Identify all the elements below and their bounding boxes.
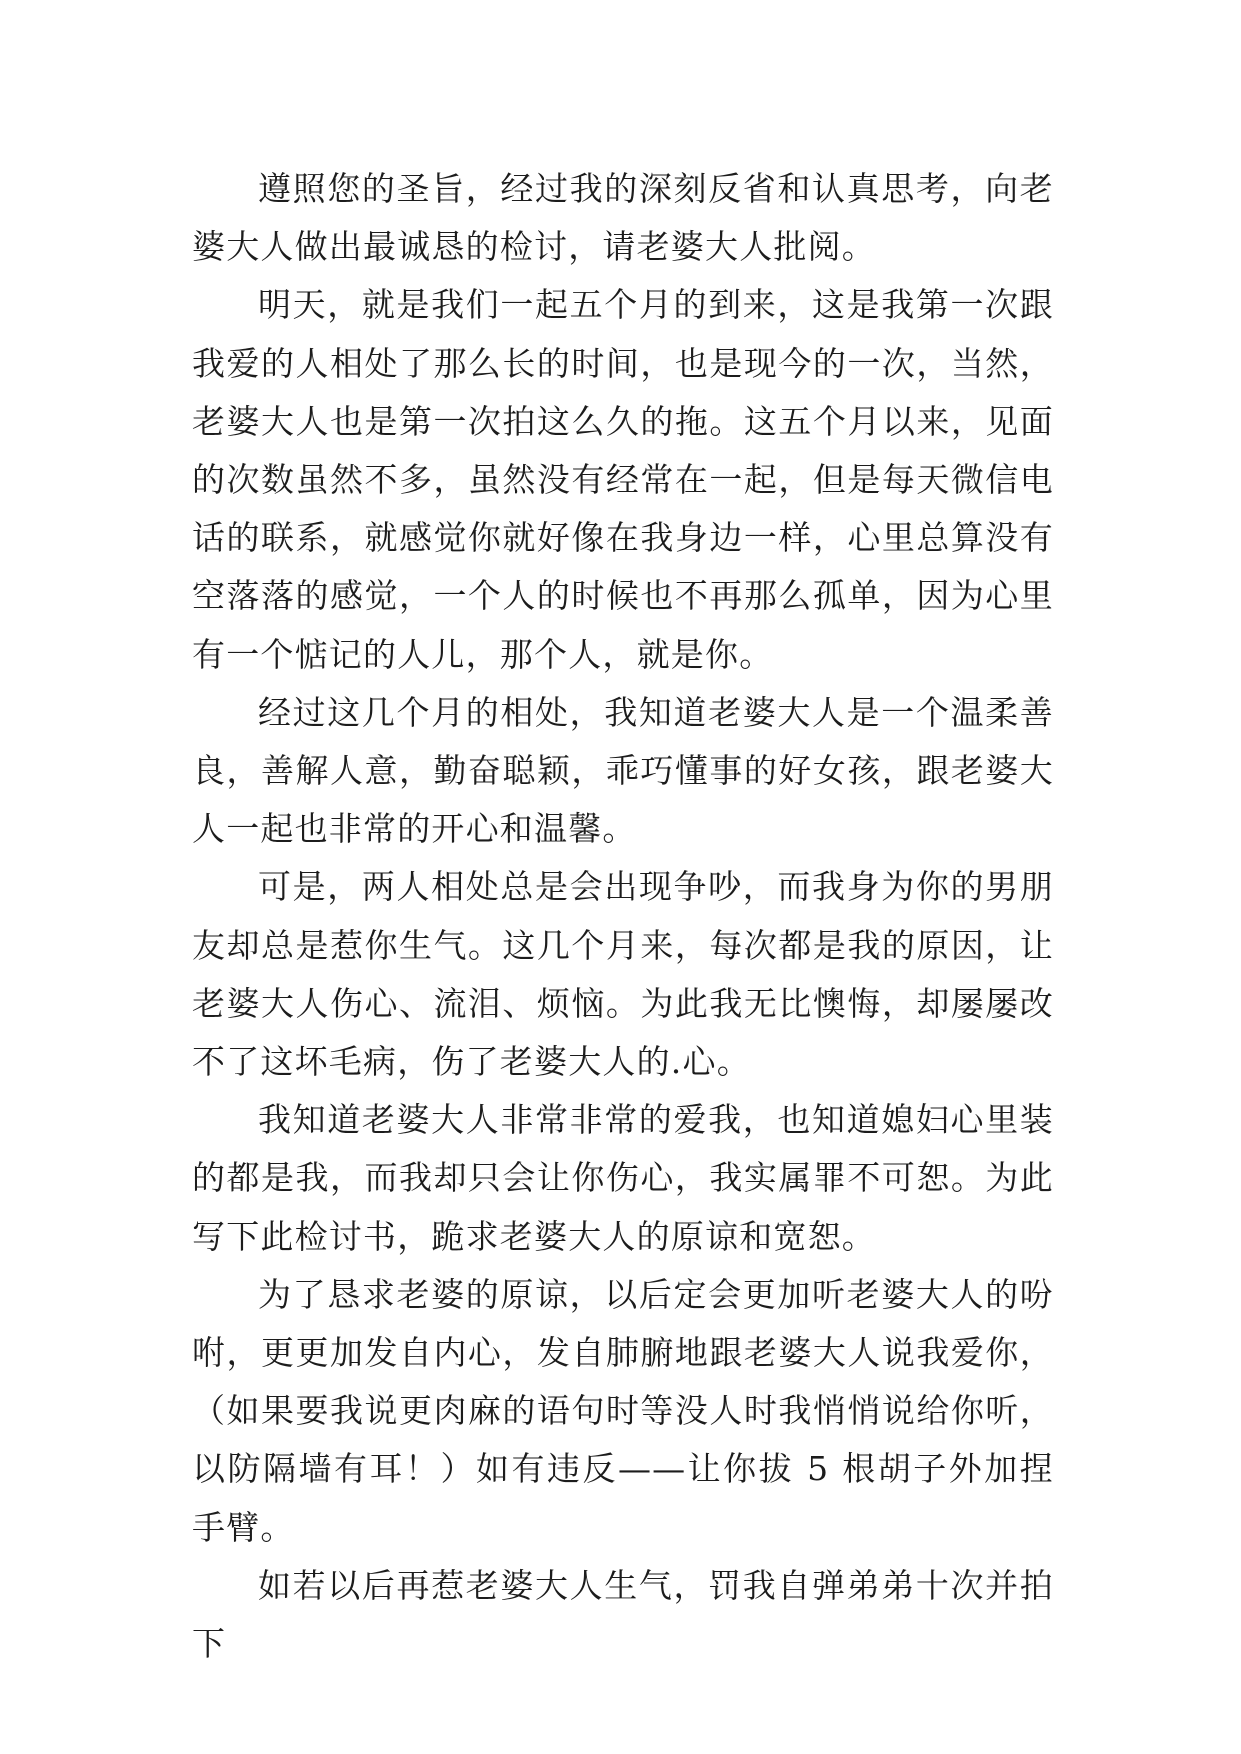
- paragraph-2: 明天，就是我们一起五个月的到来，这是我第一次跟我爱的人相处了那么长的时间，也是现今的一次，当然，老婆大人也是第一次拍这么久的拖。这五个月以来，见面的次数虽然不多，虽然没有经常在一起，但是每天微信电话的联系，就感觉你就好像在我身边一样，心里总算没有空落落的感觉，一个人的时候也不再那么孤单，因为心里有一个惦记的人儿，那个人，就是你。: [192, 285, 1054, 674]
- paragraph-1: 遵照您的圣旨，经过我的深刻反省和认真思考，向老婆大人做出最诚恳的检讨，请老婆大人批阅。: [192, 169, 1054, 267]
- paragraph-4: 可是，两人相处总是会出现争吵，而我身为你的男朋友却总是惹你生气。这几个月来，每次都是我的原因，让老婆大人伤心、流泪、烦恼。为此我无比懊悔，却屡屡改不了这坏毛病，伤了老婆大人的.心。: [192, 867, 1054, 1082]
- paragraph-5: 我知道老婆大人非常非常的爱我，也知道媳妇心里装的都是我，而我却只会让你伤心，我实属罪不可恕。为此写下此检讨书，跪求老婆大人的原谅和宽恕。: [192, 1100, 1054, 1256]
- paragraph-7: 如若以后再惹老婆大人生气，罚我自弹弟弟十次并拍下: [192, 1565, 1054, 1664]
- document-body: [192, 160, 1054, 1673]
- paragraph-6: 为了恳求老婆的原谅，以后定会更加听老婆大人的吩咐，更更加发自内心，发自肺腑地跟老婆大人说我爱你，（如果要我说更肉麻的语句时等没人时我悄悄说给你听，以防隔墙有耳！）如有违反——让你拔 5 根胡子外加捏手臂。: [192, 1274, 1054, 1547]
- paragraph-3: 经过这几个月的相处，我知道老婆大人是一个温柔善良，善解人意，勤奋聪颖，乖巧懂事的好女孩，跟老婆大人一起也非常的开心和温馨。: [192, 692, 1054, 849]
